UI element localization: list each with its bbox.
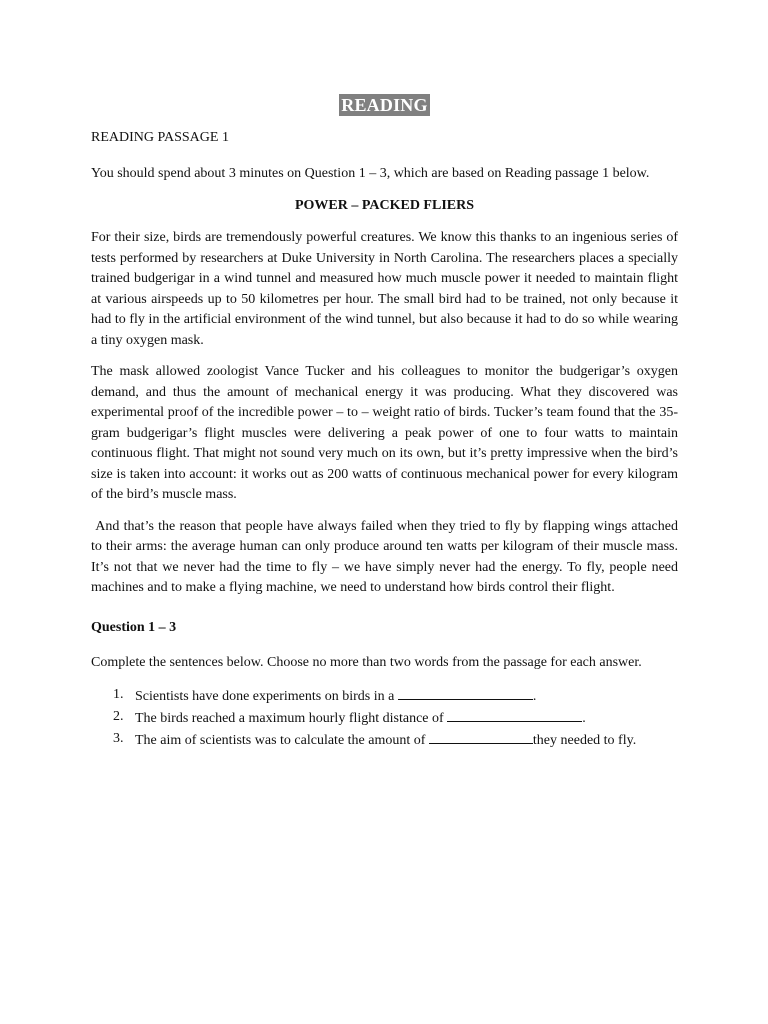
questions-heading: Question 1 – 3 [91,619,177,635]
question-text-after: they needed to fly. [532,733,637,748]
heading-wrap [91,94,678,116]
question-text-before: The aim of scientists was to calculate the amount of [135,733,429,748]
question-list [91,685,678,751]
question-text-after: . [582,711,586,726]
answer-blank-2[interactable] [447,707,582,722]
question-number: 3. [113,731,124,746]
question-text-after: . [532,689,537,704]
question-number: 1. [113,687,124,702]
question-item-1 [91,685,678,707]
question-text-before: Scientists have done experiments on birds in a [135,689,398,704]
question-number: 2. [113,709,124,724]
section-label: READING PASSAGE 1 [91,130,229,145]
passage-title: POWER – PACKED FLIERS [294,198,475,213]
time-instruction: You should spend about 3 minutes on Question 1 – 3, which are based on Reading passage 1 below. [91,166,650,181]
answer-blank-3[interactable] [429,729,533,744]
answer-blank-1[interactable] [398,685,533,700]
question-item-2 [91,707,678,729]
passage-paragraph-2: The mask allowed zoologist Vance Tucker and his colleagues to monitor the budgerigar’s oxygen demand, and thus the amount of mechanical energy it was producing. What they discovered was experimental proof of the incredible power – to – weight ratio of birds. Tucker’s team found that the 35-gram budgerigar’s flight muscles were delivering a peak power of one to four watts to maintain continuous flight. That might not sound very much on its own, but it’s pretty impressive when the bird’s size is taken into account: it works out as 200 watts of continuous mechanical power for every kilogram of the bird’s muscle mass. [91,364,678,502]
passage-paragraph-3: And that’s the reason that people have always failed when they tried to fly by flapping wings attached to their arms: the average human can only produce around ten watts per kilogram of their muscle mass. It’s not that we never had the time to fly – we have simply never had the energy. To fly, people need machines and to make a flying machine, we need to understand how birds control their flight. [91,518,682,595]
document-page [91,94,682,751]
page-heading: READING [341,95,428,115]
passage-paragraph-1: For their size, birds are tremendously powerful creatures. We know this thanks to an ingenious series of tests performed by researchers at Duke University in North Carolina. The researchers places a specially trained budgerigar in a wind tunnel and measured how much muscle power it needed to maintain flight at various airspeeds up to 50 kilometres per hour. The small bird had to be trained, not only because it had to fly in the artificial environment of the wind tunnel, but also because it had to do so while wearing a tiny oxygen mask. [91,230,678,348]
question-text-before: The birds reached a maximum hourly flight distance of [135,711,448,726]
questions-instruction: Complete the sentences below. Choose no more than two words from the passage for each answer. [91,654,642,670]
question-item-3 [91,729,678,751]
